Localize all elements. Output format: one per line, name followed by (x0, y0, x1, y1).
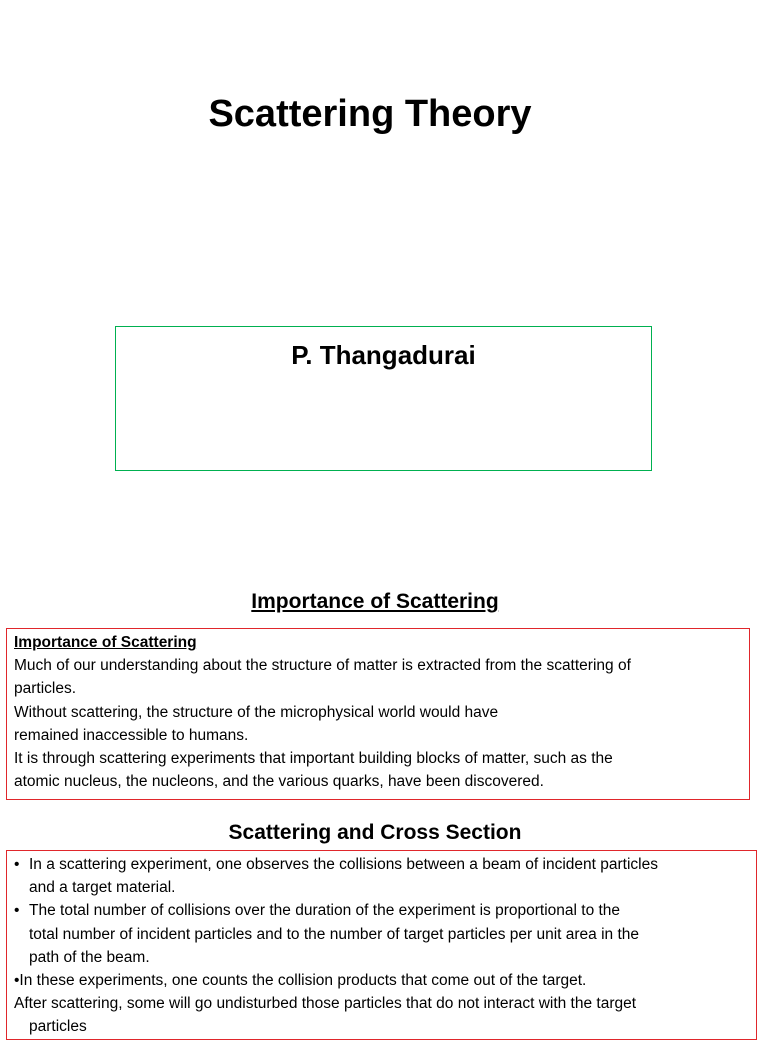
bullet-icon: • (14, 902, 20, 920)
bullet-line: path of the beam. (29, 948, 150, 966)
importance-line: particles. (14, 680, 77, 698)
importance-line: It is through scattering experiments that important building blocks of matter, such as the (14, 750, 613, 768)
bullet-line: total number of incident particles and to the number of target particles per unit area in the (29, 925, 640, 943)
slide-title: Scattering Theory (208, 93, 532, 135)
importance-line: atomic nucleus, the nucleons, and the various quarks, have been discovered. (14, 773, 544, 791)
importance-line: Much of our understanding about the structure of matter is extracted from the scattering of (14, 657, 631, 675)
note-line: particles (29, 1018, 87, 1036)
bullet-item (14, 899, 756, 969)
cross-section-heading: Scattering and Cross Section (228, 821, 522, 844)
bullet-line: The total number of collisions over the duration of the experiment is proportional to the (29, 902, 621, 920)
importance-box-title: Importance of Scattering (14, 634, 197, 651)
author-name: P. Thangadurai (291, 340, 476, 370)
author-box (115, 326, 652, 471)
bullet-icon: • (14, 856, 20, 873)
importance-heading: Importance of Scattering (251, 590, 499, 613)
bullet-line: and a target material. (29, 879, 176, 897)
note-line: •In these experiments, one counts the collision products that come out of the target. (14, 972, 587, 990)
bullet-line: In a scattering experiment, one observes the collisions between a beam of incident particles (29, 856, 658, 873)
note-line: After scattering, some will go undisturbed those particles that do not interact with the target (14, 995, 637, 1013)
cross-section-text-box (6, 850, 757, 1040)
bullet-item (14, 853, 756, 899)
importance-line: remained inaccessible to humans. (14, 726, 249, 744)
importance-text-box (6, 628, 750, 800)
importance-line: Without scattering, the structure of the microphysical world would have (14, 703, 499, 721)
